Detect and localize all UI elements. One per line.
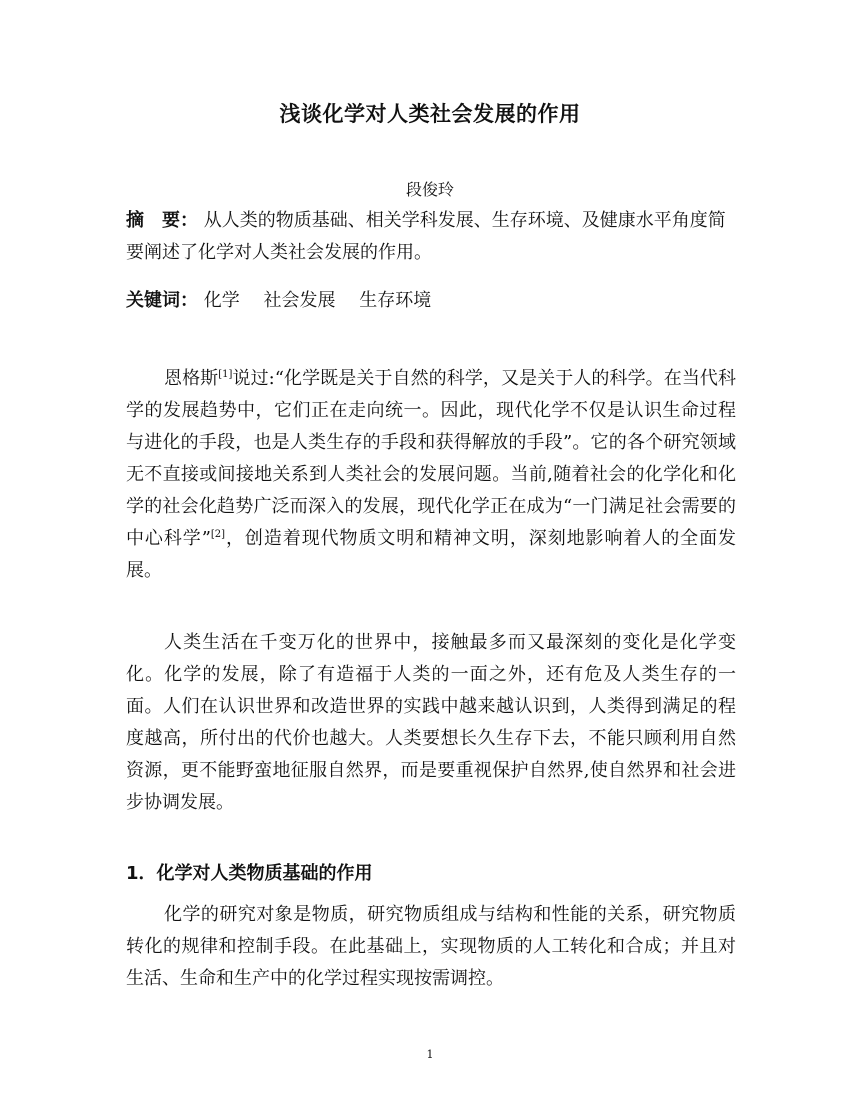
keywords-label: 关键词： <box>126 290 198 311</box>
abstract-text: 从人类的物质基础、相关学科发展、生存环境、及健康水平角度简要阐述了化学对人类社会发展的作用。 <box>126 210 726 263</box>
abstract <box>126 205 736 269</box>
paragraph-1 <box>126 363 736 587</box>
section-1-paragraph: 化学的研究对象是物质，研究物质组成与结构和性能的关系，研究物质转化的规律和控制手段。在此基础上，实现物质的人工转化和合成；并且对生活、生命和生产中的化学过程实现按需调控。 <box>126 904 736 989</box>
page-number: 1 <box>426 1048 434 1061</box>
keyword-item: 化学 <box>203 290 240 311</box>
document-title: 浅谈化学对人类社会发展的作用 <box>279 102 581 126</box>
paragraph-1-text-a: 恩格斯 <box>164 368 219 389</box>
abstract-label: 摘 要： <box>126 210 198 231</box>
keywords <box>126 285 736 317</box>
keyword-item: 社会发展 <box>263 290 336 311</box>
paragraph-1-text-b: 说过:“化学既是关于自然的科学，又是关于人的科学。在当代科学的发展趋势中，它们正在走向统一。因此，现代化学不仅是认识生命过程与进化的手段，也是人类生存的手段和获得解放的手段”。它的各个研究领域无不直接或间接地关系到人类社会的发展问题。当前,随着社会的化学化和化学的社会化趋势广泛而深入的发展，现代化学正在成为“一门满足社会需要的中心科学” <box>126 368 737 549</box>
citation-1: [1] <box>218 369 233 380</box>
paragraph-1-text-c: ，创造着现代物质文明和精神文明，深刻地影响着人的全面发展。 <box>126 528 737 581</box>
paragraph-2: 人类生活在千变万化的世界中，接触最多而又最深刻的变化是化学变化。化学的发展，除了有造福于人类的一面之外，还有危及人类生存的一面。人们在认识世界和改造世界的实践中越来越认识到，人类得到满足的程度越高，所付出的代价也越大。人类要想长久生存下去，不能只顾利用自然资源，更不能野蛮地征服自然界，而是要重视保护自然界,使自然界和社会进步协调发展。 <box>126 632 736 813</box>
section-1-heading: 1．化学对人类物质基础的作用 <box>126 863 373 884</box>
citation-2: [2] <box>210 529 226 540</box>
keyword-item: 生存环境 <box>359 290 432 311</box>
author-name: 段俊玲 <box>405 180 454 199</box>
